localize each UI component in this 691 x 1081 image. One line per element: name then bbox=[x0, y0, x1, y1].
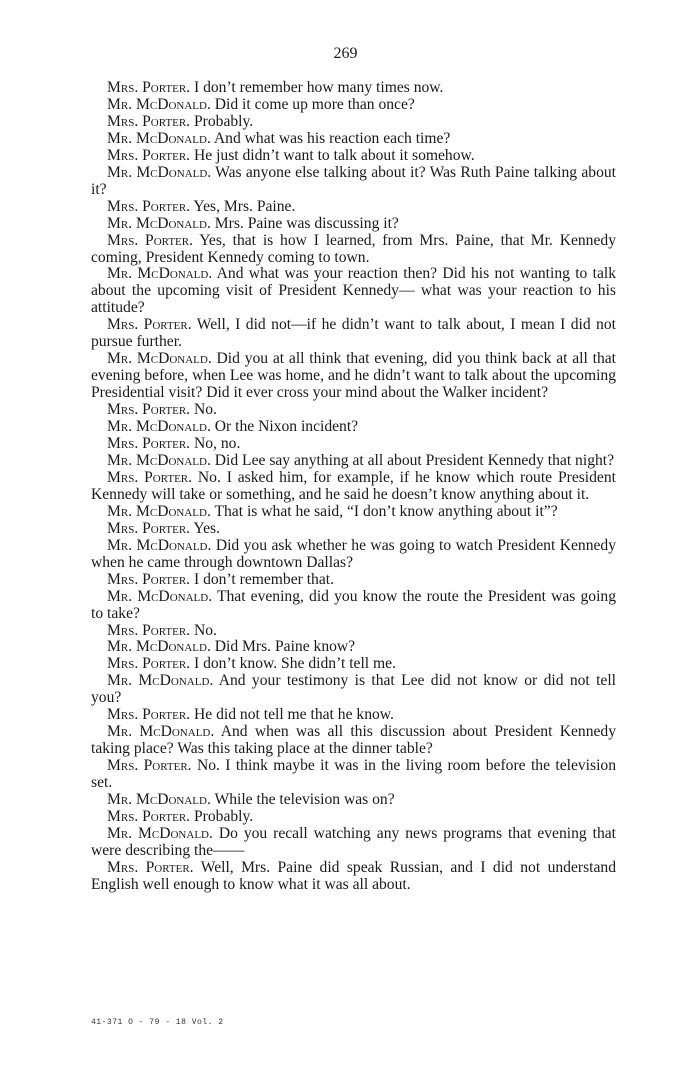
testimony-paragraph bbox=[91, 419, 616, 436]
speaker-name: Mrs. Porter. bbox=[107, 468, 193, 486]
testimony-paragraph bbox=[91, 809, 616, 826]
testimony-paragraph bbox=[91, 80, 616, 97]
testimony-paragraph bbox=[91, 317, 616, 351]
testimony-paragraph bbox=[91, 707, 616, 724]
speech-text: Well, I did not—if he didn’t want to talk about, I mean I did not pursue further. bbox=[91, 316, 616, 351]
speaker-name: Mr. McDonald. bbox=[107, 824, 213, 842]
speaker-name: Mrs. Porter. bbox=[107, 231, 193, 249]
testimony-paragraph bbox=[91, 266, 616, 317]
speech-text: Did you at all think that evening, did you think back at all that evening before, when Lee was home, and he didn’t want to talk about the upcoming Presidential visit? Did it ever cross your mind about the Walker incident? bbox=[91, 350, 616, 402]
speech-text: And when was all this discussion about President Kennedy taking place? Was this taking place at the dinner table? bbox=[91, 723, 617, 758]
speaker-name: Mrs. Porter. bbox=[107, 519, 191, 537]
speaker-name: Mrs. Porter. bbox=[107, 146, 191, 164]
speech-text: Do you recall watching any news programs that evening that were describing the—— bbox=[91, 824, 616, 859]
page-number: 269 bbox=[333, 45, 358, 62]
speech-text: I don’t remember how many times now. bbox=[194, 79, 444, 96]
testimony-paragraph bbox=[91, 572, 616, 589]
speaker-name: Mrs. Porter. bbox=[107, 435, 191, 453]
speech-text: I don’t remember that. bbox=[194, 570, 335, 588]
speech-text: Or the Nixon incident? bbox=[214, 418, 359, 436]
speaker-name: Mr. McDonald. bbox=[107, 95, 211, 113]
speech-text: Yes, that is how I learned, from Mrs. Paine, that Mr. Kennedy coming, President Kennedy coming to town. bbox=[91, 231, 616, 266]
speech-text: That is what he said, “I don’t know anything about it”? bbox=[214, 502, 558, 520]
speaker-name: Mr. McDonald. bbox=[107, 502, 211, 520]
speaker-name: Mr. McDonald. bbox=[107, 672, 214, 690]
speech-text: No. I asked him, for example, if he know which route President Kennedy will take or something, and he said he doesn’t know anything about it. bbox=[91, 468, 616, 503]
speaker-name: Mr. McDonald. bbox=[107, 418, 211, 436]
printer-footer-code: 41-371 O - 79 - 18 Vol. 2 bbox=[91, 1018, 224, 1027]
testimony-paragraph bbox=[91, 148, 616, 165]
transcript-body bbox=[91, 80, 616, 894]
speaker-name: Mr. McDonald. bbox=[107, 638, 211, 656]
speech-text: And what was his reaction each time? bbox=[213, 129, 451, 147]
testimony-paragraph bbox=[91, 114, 616, 131]
speaker-name: Mrs. Porter. bbox=[107, 316, 192, 334]
testimony-paragraph bbox=[91, 165, 616, 199]
speech-text: Was anyone else talking about it? Was Ruth Paine talking about it? bbox=[91, 163, 616, 198]
speech-text: And what was your reaction then? Did his not wanting to talk about the upcoming visit of President Kennedy— what was your reaction to his attitude? bbox=[91, 265, 616, 317]
speaker-name: Mrs. Porter. bbox=[107, 655, 191, 673]
speaker-name: Mr. McDonald. bbox=[107, 129, 211, 147]
speech-text: Did Lee say anything at all about President Kennedy that night? bbox=[214, 451, 615, 469]
testimony-paragraph bbox=[91, 724, 616, 758]
speech-text: I don’t know. She didn’t tell me. bbox=[194, 655, 396, 673]
testimony-paragraph bbox=[91, 351, 616, 402]
testimony-paragraph bbox=[91, 97, 616, 114]
speech-text: Did you ask whether he was going to watch President Kennedy when he came through downtown Dallas? bbox=[91, 536, 616, 571]
speaker-name: Mr. McDonald. bbox=[107, 587, 213, 605]
testimony-paragraph bbox=[91, 470, 616, 504]
speech-text: Yes, Mrs. Paine. bbox=[193, 197, 296, 215]
speech-text: Mrs. Paine was discussing it? bbox=[214, 214, 399, 232]
testimony-paragraph bbox=[91, 673, 616, 707]
speech-text: And your testimony is that Lee did not know or did not tell you? bbox=[91, 672, 616, 707]
speaker-name: Mr. McDonald. bbox=[107, 791, 211, 809]
speaker-name: Mrs. Porter. bbox=[107, 112, 191, 130]
speech-text: Probably. bbox=[194, 807, 254, 825]
speaker-name: Mrs. Porter. bbox=[107, 807, 191, 825]
testimony-paragraph bbox=[91, 436, 616, 453]
speech-text: Well, Mrs. Paine did speak Russian, and I did not understand English well enough to know what it was all about. bbox=[91, 858, 616, 893]
speaker-name: Mr. McDonald. bbox=[107, 723, 215, 741]
testimony-paragraph bbox=[91, 504, 616, 521]
speech-text: No, no. bbox=[194, 435, 241, 453]
speaker-name: Mrs. Porter. bbox=[107, 621, 191, 639]
speech-text: While the television was on? bbox=[214, 791, 395, 809]
speech-text: He just didn’t want to talk about it somehow. bbox=[194, 146, 475, 164]
speaker-name: Mr. McDonald. bbox=[107, 214, 211, 232]
testimony-paragraph bbox=[91, 521, 616, 538]
testimony-paragraph bbox=[91, 639, 616, 656]
speaker-name: Mrs. Porter. bbox=[107, 757, 192, 775]
speaker-name: Mrs. Porter. bbox=[107, 401, 191, 419]
speaker-name: Mr. McDonald. bbox=[107, 265, 213, 283]
speaker-name: Mrs. Porter. bbox=[107, 197, 191, 215]
testimony-paragraph bbox=[91, 233, 616, 267]
testimony-paragraph bbox=[91, 826, 616, 860]
speaker-name: Mrs. Porter. bbox=[107, 706, 191, 724]
speech-text: That evening, did you know the route the President was going to take? bbox=[91, 587, 616, 622]
testimony-paragraph bbox=[91, 589, 616, 623]
testimony-paragraph bbox=[91, 199, 616, 216]
testimony-paragraph bbox=[91, 538, 616, 572]
speech-text: No. bbox=[194, 401, 217, 419]
speaker-name: Mr. McDonald. bbox=[107, 350, 212, 368]
testimony-paragraph bbox=[91, 402, 616, 419]
speech-text: Did Mrs. Paine know? bbox=[214, 638, 356, 656]
testimony-paragraph bbox=[91, 656, 616, 673]
speech-text: No. bbox=[194, 621, 217, 639]
testimony-paragraph bbox=[91, 860, 616, 894]
speech-text: He did not tell me that he know. bbox=[194, 706, 394, 724]
testimony-paragraph bbox=[91, 623, 616, 640]
testimony-paragraph bbox=[91, 131, 616, 148]
testimony-paragraph bbox=[91, 792, 616, 809]
speaker-name: Mrs. Porter. bbox=[107, 570, 191, 588]
speaker-name: Mr. McDonald. bbox=[107, 451, 211, 469]
speech-text: Did it come up more than once? bbox=[214, 95, 415, 113]
speech-text: Yes. bbox=[193, 519, 221, 537]
speaker-name: Mr. McDonald. bbox=[107, 163, 212, 181]
speech-text: Probably. bbox=[194, 112, 254, 130]
speech-text: No. I think maybe it was in the living room before the television set. bbox=[91, 757, 616, 792]
testimony-paragraph bbox=[91, 216, 616, 233]
testimony-paragraph bbox=[91, 453, 616, 470]
speaker-name: Mr. McDonald. bbox=[107, 536, 212, 554]
speaker-name: Mrs. Porter. bbox=[107, 79, 191, 96]
speaker-name: Mrs. Porter. bbox=[107, 858, 194, 876]
testimony-paragraph bbox=[91, 758, 616, 792]
